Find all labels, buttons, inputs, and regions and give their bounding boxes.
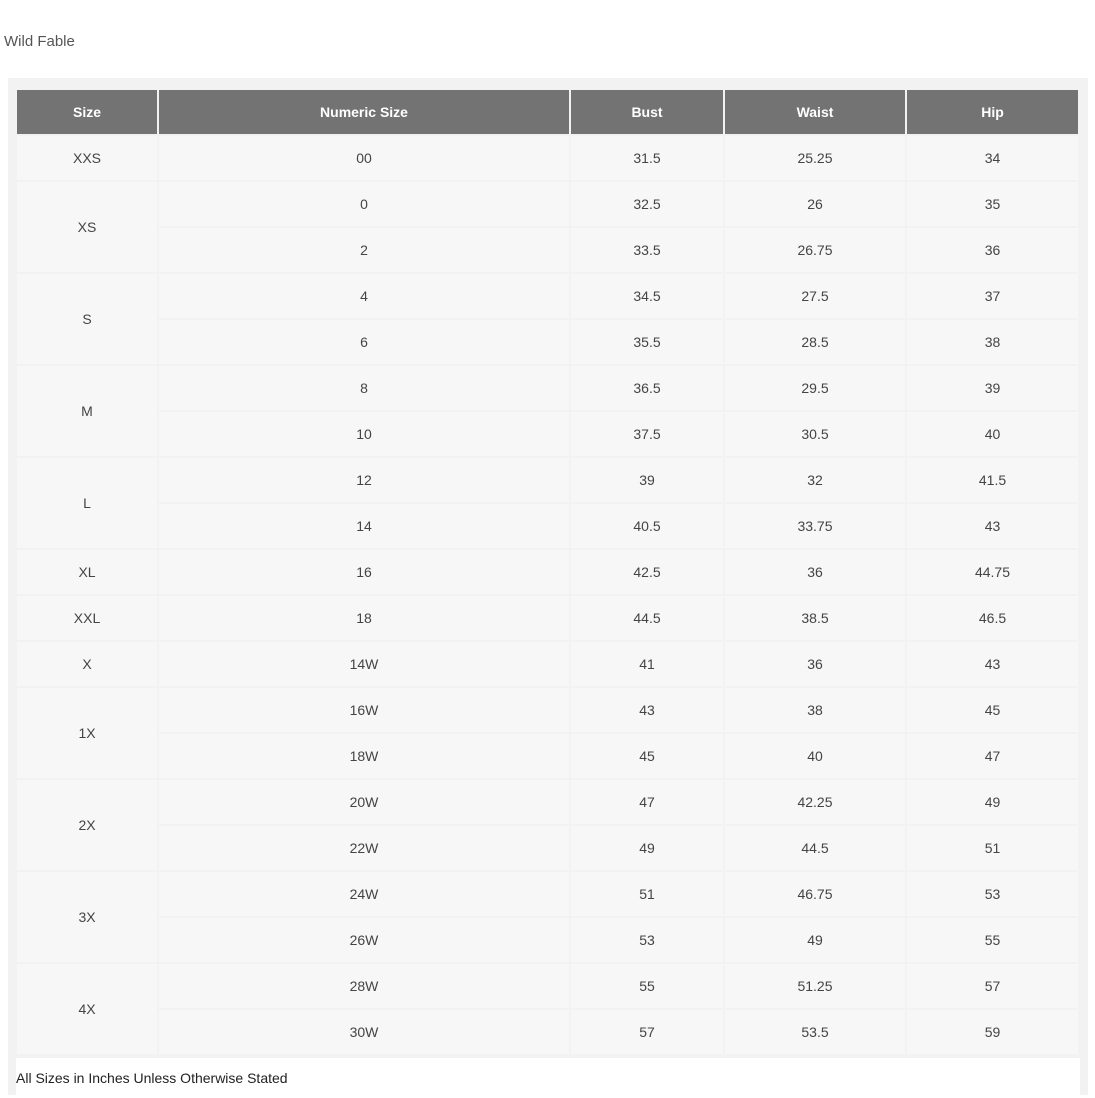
cell-hip: 51	[907, 826, 1078, 870]
cell-waist: 29.5	[725, 366, 905, 410]
cell-bust: 42.5	[571, 550, 723, 594]
table-row	[17, 182, 1078, 226]
cell-hip: 46.5	[907, 596, 1078, 640]
cell-size: XXS	[17, 136, 157, 180]
table-row	[17, 504, 1078, 548]
cell-hip: 47	[907, 734, 1078, 778]
cell-numeric-size: 14	[159, 504, 569, 548]
cell-waist: 36	[725, 550, 905, 594]
cell-waist: 46.75	[725, 872, 905, 916]
cell-waist: 44.5	[725, 826, 905, 870]
cell-numeric-size: 26W	[159, 918, 569, 962]
cell-numeric-size: 00	[159, 136, 569, 180]
cell-numeric-size: 14W	[159, 642, 569, 686]
cell-hip: 59	[907, 1010, 1078, 1054]
cell-numeric-size: 18W	[159, 734, 569, 778]
cell-waist: 53.5	[725, 1010, 905, 1054]
cell-hip: 45	[907, 688, 1078, 732]
cell-bust: 33.5	[571, 228, 723, 272]
size-chart-body	[17, 136, 1078, 1054]
cell-hip: 53	[907, 872, 1078, 916]
cell-hip: 44.75	[907, 550, 1078, 594]
cell-size: 4X	[17, 964, 157, 1054]
table-row	[17, 366, 1078, 410]
table-row	[17, 734, 1078, 778]
cell-numeric-size: 28W	[159, 964, 569, 1008]
table-row	[17, 458, 1078, 502]
header-size: Size	[17, 90, 157, 134]
cell-numeric-size: 0	[159, 182, 569, 226]
cell-bust: 36.5	[571, 366, 723, 410]
header-hip: Hip	[907, 90, 1078, 134]
cell-hip: 43	[907, 504, 1078, 548]
cell-hip: 55	[907, 918, 1078, 962]
cell-waist: 38.5	[725, 596, 905, 640]
cell-bust: 49	[571, 826, 723, 870]
cell-hip: 49	[907, 780, 1078, 824]
cell-waist: 42.25	[725, 780, 905, 824]
cell-waist: 27.5	[725, 274, 905, 318]
cell-size: 1X	[17, 688, 157, 778]
cell-waist: 33.75	[725, 504, 905, 548]
cell-size: XL	[17, 550, 157, 594]
header-bust: Bust	[571, 90, 723, 134]
cell-numeric-size: 30W	[159, 1010, 569, 1054]
table-row	[17, 918, 1078, 962]
cell-numeric-size: 20W	[159, 780, 569, 824]
cell-hip: 41.5	[907, 458, 1078, 502]
cell-waist: 32	[725, 458, 905, 502]
cell-waist: 26.75	[725, 228, 905, 272]
size-chart-table	[15, 88, 1080, 1056]
cell-hip: 35	[907, 182, 1078, 226]
cell-bust: 32.5	[571, 182, 723, 226]
cell-size: 2X	[17, 780, 157, 870]
cell-bust: 45	[571, 734, 723, 778]
cell-waist: 30.5	[725, 412, 905, 456]
cell-waist: 40	[725, 734, 905, 778]
header-waist: Waist	[725, 90, 905, 134]
brand-name: Wild Fable	[4, 33, 75, 50]
table-row	[17, 596, 1078, 640]
cell-bust: 41	[571, 642, 723, 686]
cell-waist: 49	[725, 918, 905, 962]
table-row	[17, 780, 1078, 824]
cell-numeric-size: 8	[159, 366, 569, 410]
cell-bust: 57	[571, 1010, 723, 1054]
cell-bust: 34.5	[571, 274, 723, 318]
cell-numeric-size: 22W	[159, 826, 569, 870]
cell-numeric-size: 18	[159, 596, 569, 640]
cell-hip: 37	[907, 274, 1078, 318]
cell-size: X	[17, 642, 157, 686]
table-row	[17, 228, 1078, 272]
cell-numeric-size: 6	[159, 320, 569, 364]
size-chart-container	[17, 90, 1080, 1056]
cell-size: S	[17, 274, 157, 364]
cell-bust: 43	[571, 688, 723, 732]
cell-bust: 39	[571, 458, 723, 502]
footnote: All Sizes in Inches Unless Otherwise Stated	[16, 1058, 1080, 1095]
cell-hip: 38	[907, 320, 1078, 364]
cell-waist: 51.25	[725, 964, 905, 1008]
cell-bust: 51	[571, 872, 723, 916]
cell-waist: 25.25	[725, 136, 905, 180]
table-row	[17, 964, 1078, 1008]
table-row	[17, 136, 1078, 180]
cell-bust: 53	[571, 918, 723, 962]
table-row	[17, 688, 1078, 732]
cell-size: L	[17, 458, 157, 548]
table-row	[17, 872, 1078, 916]
cell-numeric-size: 24W	[159, 872, 569, 916]
cell-numeric-size: 16W	[159, 688, 569, 732]
cell-bust: 40.5	[571, 504, 723, 548]
table-row	[17, 550, 1078, 594]
table-row	[17, 642, 1078, 686]
cell-size: M	[17, 366, 157, 456]
cell-bust: 44.5	[571, 596, 723, 640]
cell-size: XS	[17, 182, 157, 272]
table-row	[17, 274, 1078, 318]
cell-bust: 31.5	[571, 136, 723, 180]
cell-numeric-size: 10	[159, 412, 569, 456]
cell-hip: 39	[907, 366, 1078, 410]
cell-hip: 36	[907, 228, 1078, 272]
table-row	[17, 320, 1078, 364]
cell-bust: 55	[571, 964, 723, 1008]
cell-numeric-size: 12	[159, 458, 569, 502]
cell-numeric-size: 2	[159, 228, 569, 272]
cell-hip: 57	[907, 964, 1078, 1008]
table-row	[17, 826, 1078, 870]
cell-numeric-size: 16	[159, 550, 569, 594]
cell-waist: 38	[725, 688, 905, 732]
cell-waist: 36	[725, 642, 905, 686]
cell-hip: 43	[907, 642, 1078, 686]
cell-bust: 35.5	[571, 320, 723, 364]
cell-hip: 34	[907, 136, 1078, 180]
cell-waist: 26	[725, 182, 905, 226]
cell-numeric-size: 4	[159, 274, 569, 318]
cell-hip: 40	[907, 412, 1078, 456]
header-numeric-size: Numeric Size	[159, 90, 569, 134]
header-row	[17, 90, 1078, 134]
table-row	[17, 1010, 1078, 1054]
cell-bust: 37.5	[571, 412, 723, 456]
cell-waist: 28.5	[725, 320, 905, 364]
table-row	[17, 412, 1078, 456]
cell-bust: 47	[571, 780, 723, 824]
cell-size: 3X	[17, 872, 157, 962]
cell-size: XXL	[17, 596, 157, 640]
